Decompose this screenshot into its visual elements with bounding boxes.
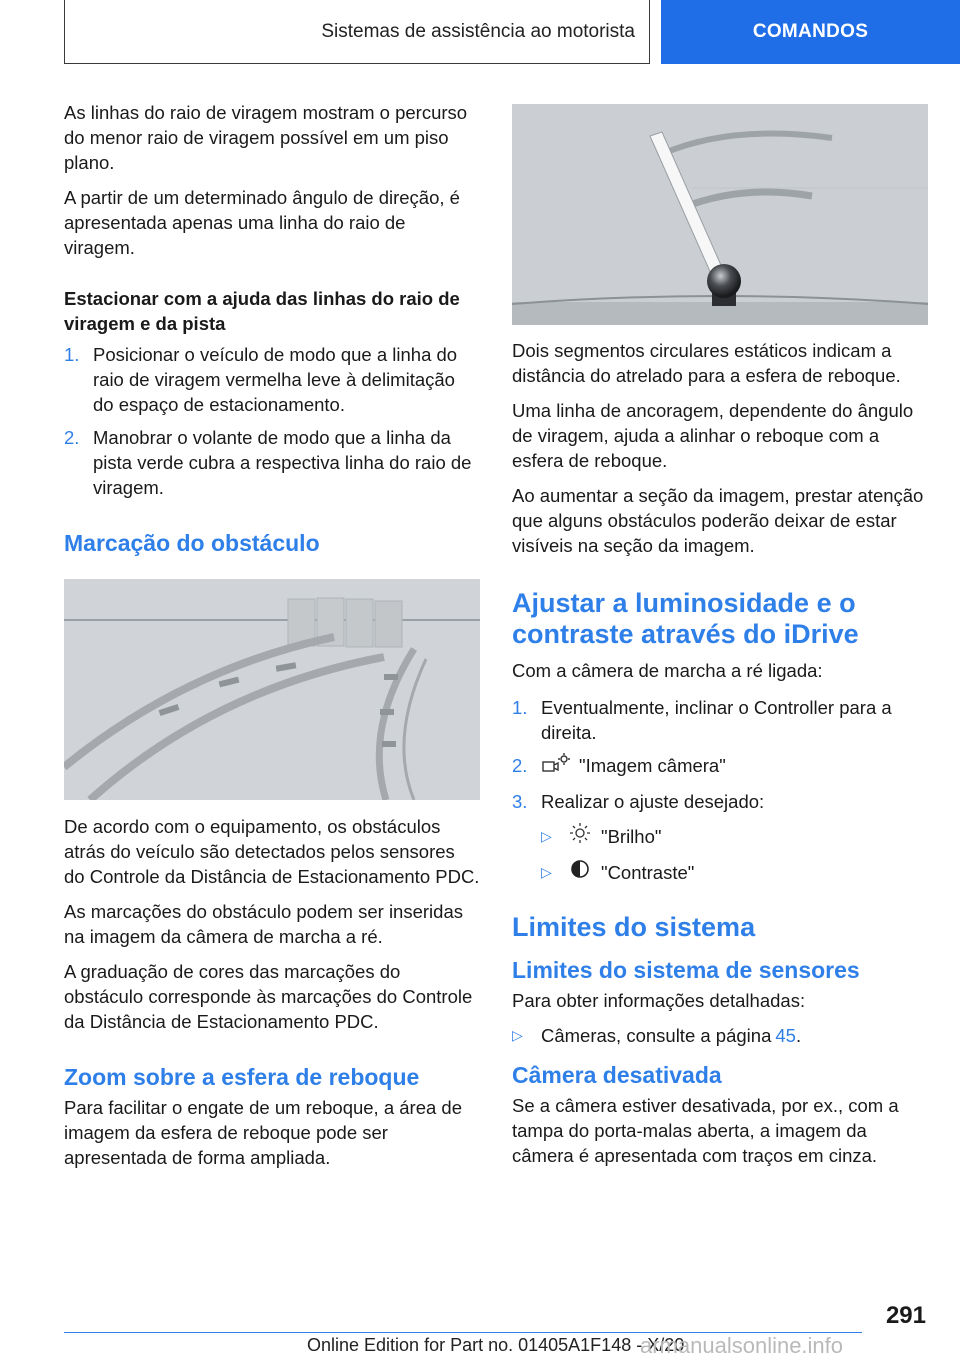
step-number: 2.: [512, 755, 528, 776]
section-heading: Limites do sistema: [512, 912, 756, 943]
page-number: 291: [885, 1302, 926, 1329]
step-text: Manobrar o volante de modo que a linha da pista verde cubra a respectiva linha do raio de viragem.: [93, 427, 472, 498]
reference-text: Câmeras, consulte a página: [541, 1025, 772, 1047]
paragraph: Dois segmentos circulares estáticos indicam a distância do atrelado para a esfera de reboque.: [512, 340, 901, 386]
section-heading: Marcação do obstáculo: [64, 530, 320, 556]
paragraph: A graduação de cores das marcações do obstáculo corresponde às marcações do Controle da Distância de Estacionamento PDC.: [64, 961, 473, 1032]
step-text: "Imagem câmera": [579, 755, 726, 776]
step-number: 1.: [64, 344, 80, 365]
section-title: Sistemas de assistência ao motorista: [321, 20, 635, 42]
list-item: [64, 342, 480, 417]
triangle-bullet-icon: ▷: [541, 863, 552, 880]
paragraph: Para facilitar o engate de um reboque, a área de imagem da esfera de reboque pode ser apresentada de forma ampliada.: [64, 1097, 463, 1168]
triangle-bullet-icon: ▷: [512, 1027, 523, 1044]
contrast-icon: [569, 858, 591, 886]
subheading: Estacionar com a ajuda das linhas do raio de viragem e da pista: [64, 288, 460, 334]
step-number: 3.: [512, 791, 528, 813]
list-item: [512, 753, 928, 781]
step-number: 1.: [512, 697, 528, 718]
tow-ball-illustration: [512, 104, 928, 325]
paragraph: Ao aumentar a seção da imagem, prestar atenção que alguns obstáculos poderão deixar de estar visíveis na seção da imagem.: [512, 485, 924, 556]
obstacle-marking-image: [64, 579, 480, 800]
paragraph: Para obter informações detalhadas:: [512, 990, 806, 1012]
paragraph: As linhas do raio de viragem mostram o percurso do menor raio de viragem possível em um piso plano.: [64, 102, 468, 173]
step-text: Realizar o ajuste desejado:: [541, 791, 765, 813]
subsection-heading: Limites do sistema de sensores: [512, 957, 860, 984]
paragraph: Uma linha de ancoragem, dependente do ângulo de viragem, ajuda a alinhar o reboque com a esfera de reboque.: [512, 400, 914, 471]
subsection-heading: Câmera desativada: [512, 1062, 722, 1089]
step-text: Posicionar o veículo de modo que a linha do raio de viragem vermelha leve à delimitação do espaço de estacionamento.: [93, 344, 458, 415]
step-number: 2.: [64, 427, 80, 448]
tow-ball-zoom-image: [512, 104, 928, 325]
paragraph: De acordo com o equipamento, os obstáculos atrás do veículo são detectados pelos sensores do Controle da Distância de Estacionamento PDC.: [64, 816, 480, 887]
page-link[interactable]: 45: [775, 1025, 796, 1047]
cross-reference: [512, 1023, 928, 1048]
left-column: [64, 100, 480, 1180]
step-text: Eventualmente, inclinar o Controller para a direita.: [541, 697, 892, 743]
paragraph: Com a câmera de marcha a ré ligada:: [512, 660, 823, 681]
paragraph: As marcações do obstáculo podem ser inseridas na imagem da câmera de marcha a ré.: [64, 901, 463, 947]
paragraph: A partir de um determinado ângulo de direção, é apresentada apenas uma linha do raio de viragem.: [64, 187, 460, 258]
option-label: "Brilho": [601, 825, 662, 847]
steps-list: [512, 695, 928, 814]
right-column: [512, 104, 928, 1178]
option-label: "Contraste": [601, 861, 695, 883]
section-heading: Ajustar a luminosidade e o contraste através do iDrive: [512, 588, 859, 649]
list-item: [64, 425, 480, 500]
brightness-icon: [569, 822, 591, 850]
option-brightness[interactable]: [512, 822, 928, 850]
edition-text: Online Edition for Part no. 01405A1F148 - X/20: [307, 1335, 685, 1355]
watermark: armanualsonline.info: [640, 1333, 844, 1358]
option-contrast[interactable]: [512, 858, 928, 886]
header-section-title: [64, 0, 650, 64]
triangle-bullet-icon: ▷: [541, 827, 552, 844]
paragraph: Se a câmera estiver desativada, por ex., com a tampa do porta-malas aberta, a imagem da câmera é apresentada com traços em cinza.: [512, 1095, 899, 1167]
list-item: [512, 789, 928, 814]
chapter-label: COMANDOS: [752, 21, 869, 42]
camera-settings-icon: [541, 753, 571, 781]
obstacle-marking-illustration: [64, 579, 480, 800]
reference-end: .: [795, 1025, 802, 1047]
chapter-tab[interactable]: [661, 0, 960, 64]
section-heading: Zoom sobre a esfera de reboque: [64, 1064, 420, 1090]
steps-list: [64, 342, 480, 500]
adjustment-options: [512, 822, 928, 886]
list-item: [512, 695, 928, 745]
